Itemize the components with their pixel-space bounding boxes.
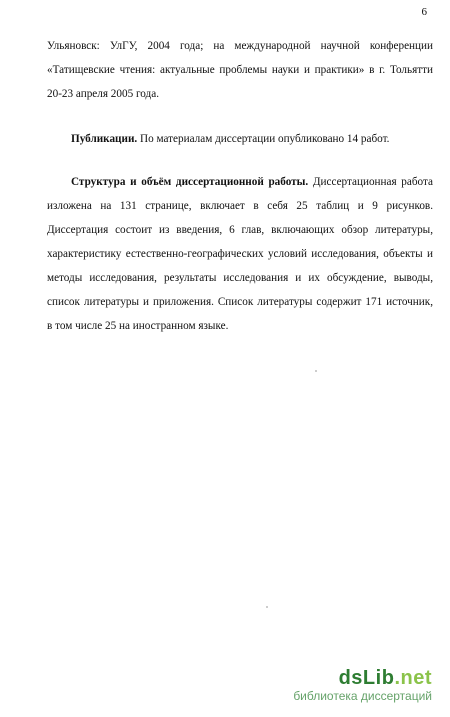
page-number: 6 [421, 6, 427, 18]
scan-speck [315, 370, 317, 372]
publications-heading: Публикации. [71, 133, 138, 145]
text-line: Ульяновск: УлГУ, 2004 года; на международной научной конференции [47, 40, 433, 52]
text-line: Диссертация состоит из введения, 6 глав, включающих обзор литературы, [47, 224, 433, 236]
publications-paragraph [47, 127, 433, 151]
structure-paragraph [47, 170, 433, 338]
watermark-logo-main: dsLib [338, 667, 395, 689]
publications-line [47, 127, 433, 151]
text-line: в том числе 25 на иностранном языке. [47, 320, 229, 332]
structure-first-line [47, 170, 433, 194]
text-line: изложена на 131 странице, включает в себя 25 таблиц и 9 рисунков. [47, 200, 433, 212]
watermark-subtitle: библиотека диссертаций [293, 689, 432, 703]
watermark [293, 667, 432, 703]
watermark-logo-tld: .net [394, 667, 432, 689]
text-line: «Татищевские чтения: актуальные проблемы науки и практики» в г. Тольятти [47, 64, 433, 76]
structure-heading: Структура и объём диссертационной работы. [71, 176, 309, 188]
intro-paragraph [47, 34, 433, 106]
text-line: методы исследования, результаты исследования и их обсуждение, выводы, [47, 272, 433, 284]
structure-first-text: Диссертационная работа [308, 176, 433, 188]
scan-speck [266, 606, 268, 608]
publications-text: По материалам диссертации опубликовано 14 работ. [137, 133, 390, 145]
watermark-logo [293, 667, 432, 689]
text-line: 20-23 апреля 2005 года. [47, 88, 159, 100]
text-line: список литературы и приложения. Список литературы содержит 171 источник, [47, 296, 433, 308]
text-line: характеристику естественно-географических условий исследования, объекты и [47, 248, 433, 260]
